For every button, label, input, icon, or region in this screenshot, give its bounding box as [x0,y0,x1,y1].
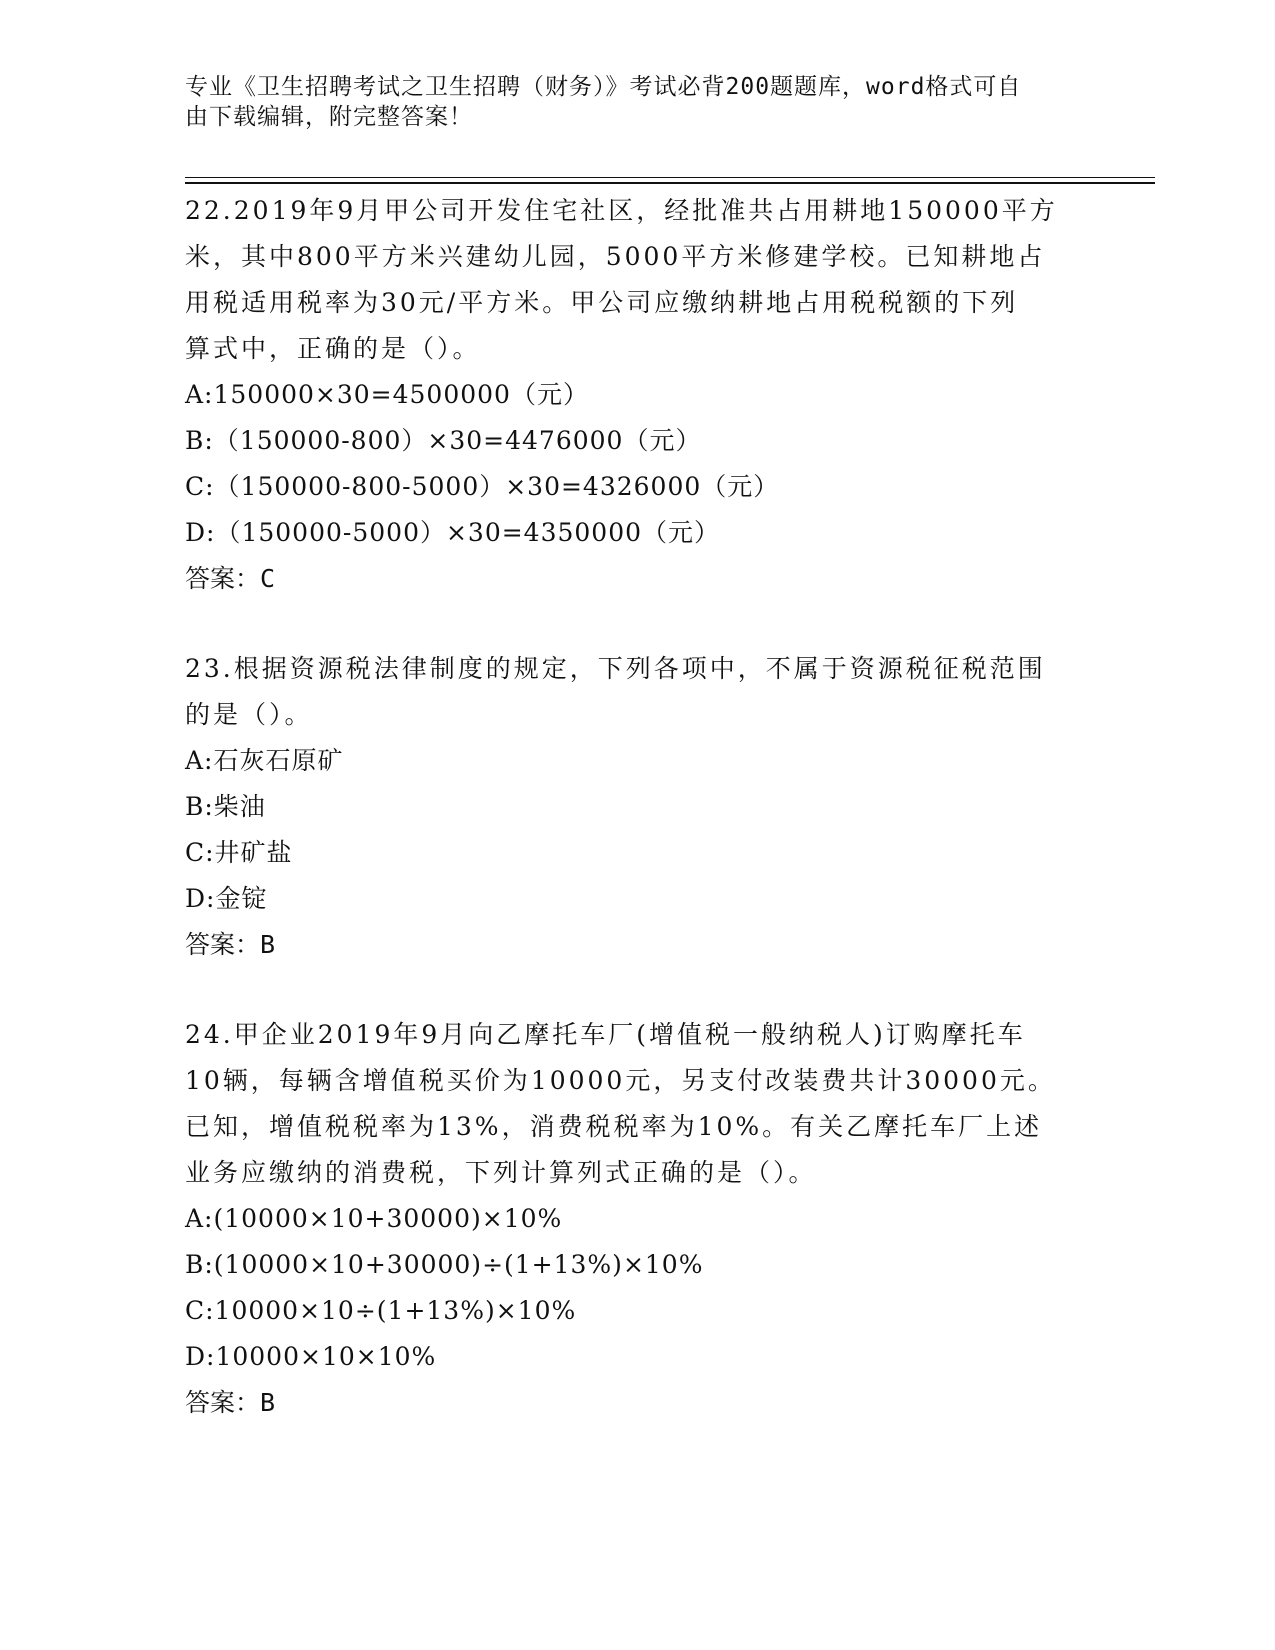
question-stem-line: 已知，增值税税率为13%，消费税税率为10%。有关乙摩托车厂上述 [185,1112,1043,1141]
header-divider-thin [185,177,1155,178]
question-stem-line: 22.2019年9月甲公司开发住宅社区，经批准共占用耕地150000平方 [185,196,1058,225]
option-c: C:井矿盐 [185,838,293,867]
option-c: C:10000×10÷(1+13%)×10% [185,1296,577,1325]
option-a: A:150000×30=4500000（元） [185,380,589,409]
header-line-1: 专业《卫生招聘考试之卫生招聘（财务）》考试必背200题题库，word格式可自 [185,74,1022,100]
question-24 [185,1012,1085,1426]
question-stem-line: 算式中，正确的是（）。 [185,334,481,363]
answer-line: 答案：B [185,1388,276,1417]
question-stem-line: 业务应缴纳的消费税，下列计算列式正确的是（）。 [185,1158,817,1187]
header-divider-thick [185,182,1155,184]
answer-line: 答案：C [185,564,276,593]
option-d: D:10000×10×10% [185,1342,437,1371]
question-stem-line: 用税适用税率为30元/平方米。甲公司应缴纳耕地占用税税额的下列 [185,288,1019,317]
option-b: B:柴油 [185,792,266,821]
option-b: B:（150000-800）×30=4476000（元） [185,426,702,455]
option-b: B:(10000×10+30000)÷(1+13%)×10% [185,1250,704,1279]
question-23 [185,646,1085,968]
option-d: D:（150000-5000）×30=4350000（元） [185,518,721,547]
header-line-2: 由下载编辑，附完整答案！ [185,104,473,130]
answer-line: 答案：B [185,930,276,959]
question-stem-line: 10辆，每辆含增值税买价为10000元，另支付改装费共计30000元。 [185,1066,1056,1095]
document-header [185,72,1065,132]
question-stem-line: 24.甲企业2019年9月向乙摩托车厂(增值税一般纳税人)订购摩托车 [185,1020,1026,1049]
option-a: A:(10000×10+30000)×10% [185,1204,563,1233]
question-stem-line: 的是（）。 [185,700,313,729]
question-stem-line: 23.根据资源税法律制度的规定，下列各项中，不属于资源税征税范围 [185,654,1046,683]
question-stem-line: 米，其中800平方米兴建幼儿园，5000平方米修建学校。已知耕地占 [185,242,1046,271]
option-d: D:金锭 [185,884,268,913]
option-a: A:石灰石原矿 [185,746,344,775]
option-c: C:（150000-800-5000）×30=4326000（元） [185,472,780,501]
question-22 [185,188,1085,602]
